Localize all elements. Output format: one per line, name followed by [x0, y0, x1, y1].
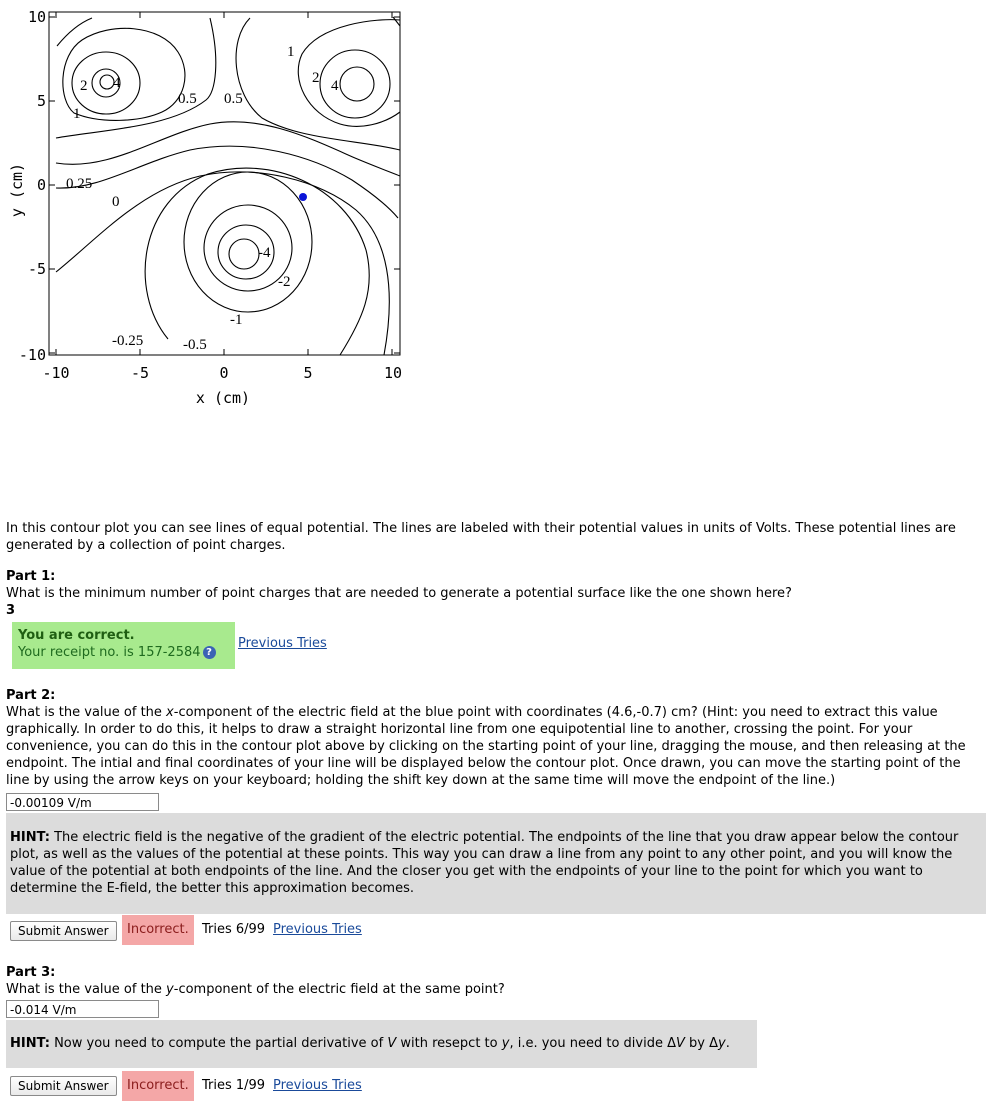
contour-label: 4: [113, 75, 121, 91]
part3-answer-input[interactable]: -0.014 V/m: [6, 1000, 159, 1018]
part3-incorrect-badge: Incorrect.: [122, 1071, 194, 1101]
part2-question-a: What is the value of the: [6, 705, 167, 720]
contour-label: -2: [278, 274, 291, 290]
hint-var: V: [676, 1036, 685, 1051]
part1-receipt: [18, 644, 229, 661]
hint-text: by Δ: [684, 1036, 719, 1051]
contour-label: 1: [287, 44, 295, 60]
part2-hint-box: [6, 813, 986, 914]
part1-answer: 3: [6, 603, 16, 618]
hint-text: , i.e. you need to divide Δ: [509, 1036, 676, 1051]
part2-submit-button[interactable]: Submit Answer: [10, 921, 117, 941]
y-tick-label: 0: [36, 176, 46, 194]
contour-label: 1: [73, 106, 81, 122]
part3-tries: Tries 1/99: [202, 1078, 266, 1093]
contour-plot[interactable]: [0, 0, 420, 420]
contour-label: 0: [112, 194, 120, 210]
part3-question-b: -component of the electric field at the same point?: [173, 982, 505, 997]
contour-label: 4: [331, 78, 339, 94]
receipt-text: Your receipt no. is 157-2584: [18, 645, 201, 660]
part2-question-var: x: [166, 705, 174, 720]
contour-lines: [56, 17, 400, 355]
part2-tries: Tries 6/99: [202, 922, 266, 937]
x-tick-label: 5: [303, 364, 313, 382]
tick-marks: [49, 12, 400, 355]
part1-question: What is the minimum number of point charges that are needed to generate a potential surface like the one shown here?: [6, 586, 792, 601]
contour-label: 0.25: [66, 176, 93, 192]
blue-point-marker: [299, 193, 307, 201]
part1-status-title: You are correct.: [18, 628, 135, 643]
part1-heading: Part 1:: [6, 569, 56, 584]
part3-previous-tries-link[interactable]: Previous Tries: [273, 1078, 362, 1093]
part3-hint-box: [6, 1020, 757, 1068]
x-axis-label: x (cm): [195, 389, 251, 407]
part2-heading: Part 2:: [6, 688, 56, 703]
part2-incorrect-badge: Incorrect.: [122, 915, 194, 945]
part3-hint-label: HINT:: [10, 1036, 50, 1051]
part1-correct-badge: [12, 622, 235, 669]
plot-frame: [49, 12, 400, 355]
hint-var: y: [718, 1036, 726, 1051]
part3-question: [6, 981, 986, 998]
contour-label: 2: [312, 70, 320, 86]
part3-question-var: y: [166, 982, 174, 997]
part2-answer-input[interactable]: -0.00109 V/m: [6, 793, 159, 811]
part2-question-b: -component of the electric field at the blue point with coordinates (4.6,-0.7) cm? (Hint: you need to extract this value graphically. In order to do this, it helps to draw a straight horizontal line from one equipotential line to another, crossing the point. For your convenience, you can do this in the contour plot above by clicking on the starting point of your line, dragging the mouse, and then releasing at the endpoint. The intial and final coordinates of your line will be displayed below the contour plot. Once drawn, you can move the starting point of the line by using the arrow keys on your keyboard; holding the shift key down at the same time will move the endpoint of the line.): [6, 705, 966, 788]
intro-text: In this contour plot you can see lines of equal potential. The lines are labeled with their potential values in units of Volts. These potential lines are generated by a collection of point charges.: [6, 521, 956, 553]
contour-label: -0.25: [112, 333, 144, 349]
part2-hint-text: The electric field is the negative of the gradient of the electric potential. The endpoints of the line that you draw appear below the contour plot, as well as the values of the potential at these points. This way you can draw a line from any point to any other point, and you will know the value of the potential at both endpoints of the line. And the closer you get with the endpoints of your line to the point for which you want to determine the E-field, the better this approximation becomes.: [10, 830, 959, 896]
y-tick-label: 5: [36, 92, 46, 110]
x-tick-label: -5: [130, 364, 150, 382]
part3-submit-button[interactable]: Submit Answer: [10, 1076, 117, 1096]
contour-label: 0.5: [224, 91, 243, 107]
help-icon[interactable]: ?: [203, 646, 216, 659]
contour-label: 0.5: [178, 91, 197, 107]
part2-question: [6, 704, 986, 789]
part3-question-a: What is the value of the: [6, 982, 167, 997]
hint-var: y: [501, 1036, 510, 1051]
hint-text: with resepct to: [396, 1036, 502, 1051]
y-tick-label: -5: [27, 260, 46, 278]
x-tick-label: -10: [42, 364, 70, 382]
hint-text: .: [725, 1036, 730, 1051]
part2-hint-label: HINT:: [10, 830, 50, 845]
x-tick-label: 0: [219, 364, 229, 382]
contour-label: 2: [80, 78, 88, 94]
y-tick-label: 10: [27, 8, 46, 26]
contour-label: -0.5: [183, 337, 207, 353]
hint-var: V: [387, 1036, 397, 1051]
part2-previous-tries-link[interactable]: Previous Tries: [273, 922, 362, 937]
contour-label: -1: [230, 312, 243, 328]
hint-text: Now you need to compute the partial derivative of: [49, 1036, 388, 1051]
x-tick-label: 10: [383, 364, 403, 382]
part3-heading: Part 3:: [6, 965, 56, 980]
y-tick-label: -10: [18, 346, 46, 364]
y-axis-label: y (cm): [8, 162, 26, 218]
contour-label: -4: [258, 245, 271, 261]
x-tick-labels: [42, 364, 402, 382]
part1-previous-tries-link[interactable]: Previous Tries: [238, 636, 327, 651]
